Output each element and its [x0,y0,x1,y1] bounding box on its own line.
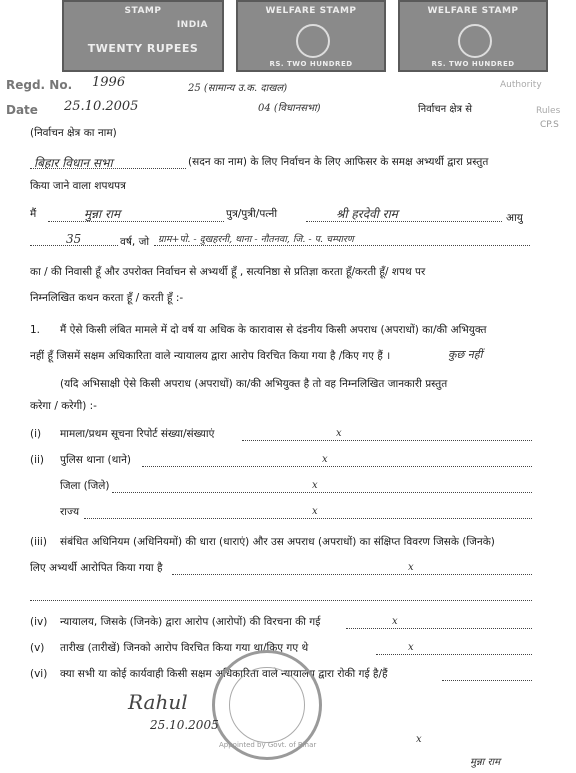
age-dotted-line [30,245,118,246]
item-vi-label: क्या सभी या कोई कार्यवाही किसी सक्षम अधिकारिता वाले न्यायालय द्वारा रोकी गई है/हैं [60,668,388,680]
header-faded-3: CP.S [540,120,559,130]
para1-condition-1: (यदि अभिसाक्षी ऐसे किसी अपराध (अपराधों) का/की अभियुक्त है तो वह निम्नलिखित जानकारी प्रस्तुत [60,378,448,390]
stamp-emblem-icon [458,24,492,58]
stamp-welfare-2 [398,0,548,72]
item-i-mark: x [336,428,342,439]
item-iii-dotted-line [172,574,532,575]
item-v-number: (v) [30,642,45,654]
regd-number: 1996 [92,75,126,90]
item-vi-number: (vi) [30,668,48,680]
item-iii-label: संबंधित अधिनियम (अधिनियमों) की धारा (धाराएं) और उस अपराध (अपराधों) का संक्षिप्त विवरण जिसके (जिनके) [60,536,495,548]
para1-number: 1. [30,324,41,336]
stamp-top-text: WELFARE STAMP [427,6,519,16]
regd-label: Regd. No. [6,78,73,92]
seal-inner-ring [229,667,305,743]
para1-line1: मैं ऐसे किसी लंबित मामले में दो वर्ष या अधिक के कारावास से दंडनीय किसी अपराध (अपराधों) का/की अभियुक्त [60,324,487,336]
resident-text: का / की निवासी हूँ और उपरोक्त निर्वाचन से अभ्यर्थी हूँ , सत्यनिष्ठा से प्रतिज्ञा करता हूँ/करती हूँ/ शपथ पर [30,266,426,278]
state-mark: x [312,506,318,517]
stamp-side-text: INDIA [176,20,208,30]
header-faded-2: Rules [536,106,561,116]
signature-right: मुन्ना राम [470,757,501,768]
item-ii-mark: x [322,454,328,465]
stamp-twenty-rupees [62,0,224,72]
stamp-top-text: STAMP [124,6,162,16]
para1-handwritten-note: कुछ नहीं [448,348,483,361]
header-right-label: निर्वाचन क्षेत्र से [418,104,472,115]
stamp-bottom-text: RS. TWO HUNDRED [431,60,515,68]
item-i-dotted-line [242,440,532,441]
constituency-caption: (निर्वाचन क्षेत्र का नाम) [30,127,117,139]
father-name-handwritten: श्री हरदेवी राम [336,207,398,221]
para1-line2: नहीं हूँ जिसमें सक्षम अधिकारिता वाले न्यायालय द्वारा आरोप विरचित किया गया है /किए गए हैं । [30,350,391,362]
official-round-seal [212,650,322,760]
header-faded-1: Authority [500,80,542,90]
item-v-dotted-line [376,654,532,655]
item-i-number: (i) [30,428,42,440]
years-text: वर्ष, जो [120,236,150,248]
stamp-welfare-1 [236,0,386,72]
seal-text: Appointed by Govt. of Bihar [219,741,317,749]
item-ii-label: पुलिस थाना (थाने) [60,454,132,466]
item-ii-state-label: राज्य [60,506,80,518]
item-iii-number: (iii) [30,536,47,548]
item-ii-dotted-line [142,466,532,467]
age-label: आयु [506,212,523,224]
house-dotted-line [30,168,186,169]
house-text-2: किया जाने वाला शपथपत्र [30,180,126,192]
address-handwritten: ग्राम+पो. - दुखहरनी, थाना - नौतनवा, जि. - प. चम्पारण [158,234,354,245]
item-iii-extra-line [30,600,532,601]
candidate-name-handwritten: मुन्ना राम [84,207,121,221]
relation-label: पुत्र/पुत्री/पत्नी [226,208,278,220]
item-vi-dotted-line [442,680,532,681]
date-label: Date [6,103,38,117]
item-i-label: मामला/प्रथम सूचना रिपोर्ट संख्या/संख्याएं [60,428,215,440]
declare-text: निम्नलिखित कथन करता हूँ / करती हूँ :- [30,292,184,304]
item-ii-district-label: जिला (जिले) [60,480,110,492]
item-iv-dotted-line [346,628,532,629]
house-text: (सदन का नाम) के लिए निर्वाचन के लिए आफिसर के समक्ष अभ्यर्थी द्वारा प्रस्तुत [188,156,489,168]
identity-main: मैं [30,208,37,220]
stamp-top-text: WELFARE STAMP [265,6,357,16]
item-iii-mark: x [408,562,414,573]
signature-date: 25.10.2005 [150,718,219,732]
house-name-handwritten: बिहार विधान सभा [34,156,113,170]
father-dotted-line [306,221,502,222]
item-v-label: तारीख (तारीखें) जिनको आरोप विरचित किया गया था/किए गए थे [60,642,309,654]
name-dotted-line [48,221,224,222]
stamp-bottom-text: TWENTY RUPEES [87,42,199,55]
age-handwritten: 35 [66,232,82,246]
item-vi-mark: x [416,734,422,745]
item-ii-number: (ii) [30,454,45,466]
address-dotted-line [154,245,530,246]
date-value: 25.10.2005 [64,99,139,114]
header-mid-line1: 25 (सामान्य उ.क. दाखल) [188,83,288,94]
state-dotted-line [84,518,532,519]
signature-name: Rahul [128,690,188,714]
stamp-emblem-icon [296,24,330,58]
stamp-bottom-text: RS. TWO HUNDRED [269,60,353,68]
item-v-mark: x [408,642,414,653]
header-mid-line2: 04 (विधानसभा) [258,103,321,114]
item-iv-number: (iv) [30,616,48,628]
para1-condition-2: करेगा / करेगी) :- [30,400,97,412]
district-mark: x [312,480,318,491]
item-iv-mark: x [392,616,398,627]
item-iv-label: न्यायालय, जिसके (जिनके) द्वारा आरोप (आरोपों) की विरचना की गई [60,616,321,628]
item-iii-line2: लिए अभ्यर्थी आरोपित किया गया है [30,562,163,574]
district-dotted-line [112,492,532,493]
